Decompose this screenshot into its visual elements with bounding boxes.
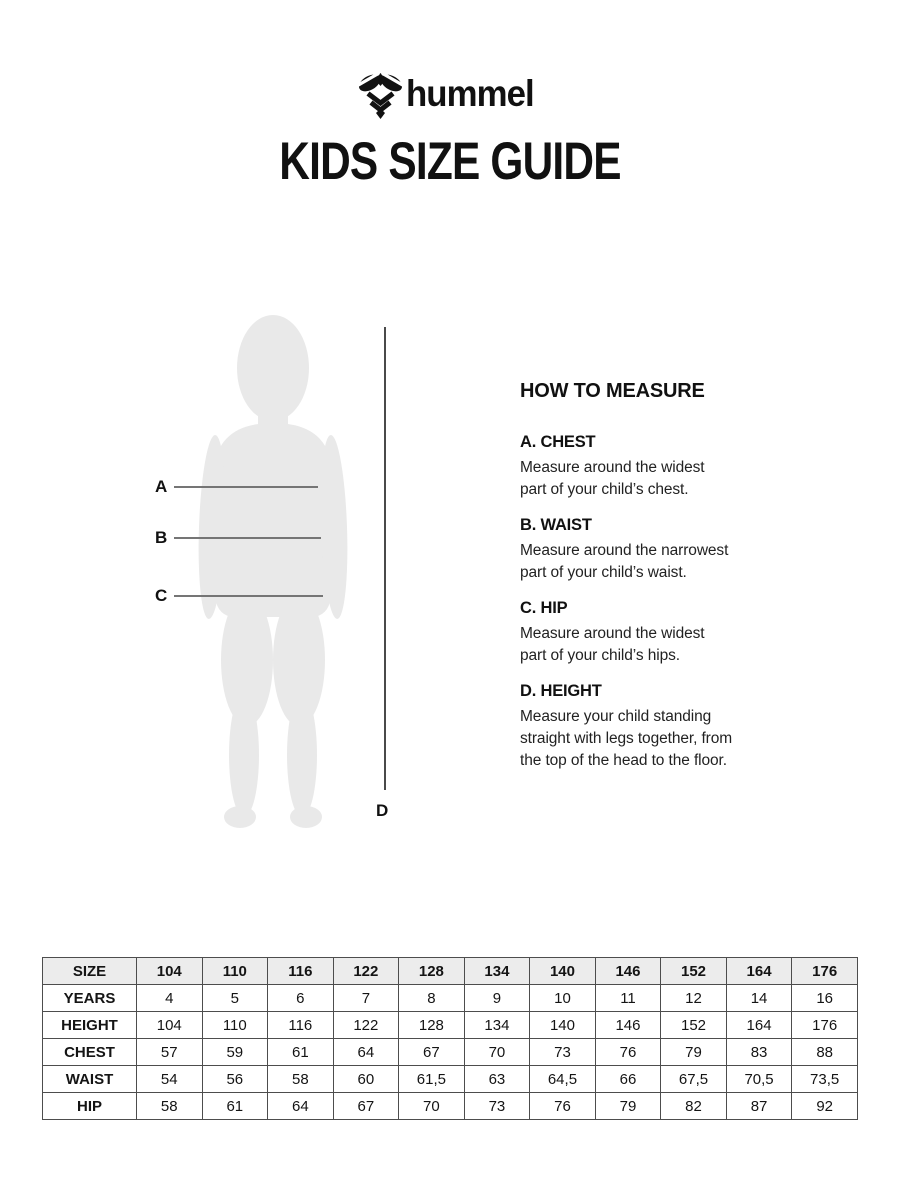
measure-section-title: C. HIP xyxy=(520,599,568,617)
size-table-row xyxy=(43,985,858,1012)
size-value-cell: 116 xyxy=(268,1012,334,1039)
size-value-cell: 58 xyxy=(268,1066,334,1093)
size-value-cell: 67,5 xyxy=(661,1066,727,1093)
measure-section-text: Measure around the widest xyxy=(520,459,705,476)
size-value-cell: 66 xyxy=(595,1066,661,1093)
size-value-cell: 64 xyxy=(333,1039,399,1066)
size-value-cell: 110 xyxy=(202,1012,268,1039)
hummel-bee-icon xyxy=(358,72,403,120)
size-value-cell: 7 xyxy=(333,985,399,1012)
size-value-cell: 60 xyxy=(333,1066,399,1093)
size-value-cell: 79 xyxy=(661,1039,727,1066)
size-column-header: 176 xyxy=(792,958,858,985)
size-value-cell: 9 xyxy=(464,985,530,1012)
size-value-cell: 83 xyxy=(726,1039,792,1066)
how-to-measure-heading: HOW TO MEASURE xyxy=(520,380,705,402)
size-value-cell: 104 xyxy=(137,1012,203,1039)
size-table-header-row xyxy=(43,958,858,985)
size-value-cell: 70 xyxy=(464,1039,530,1066)
size-value-cell: 67 xyxy=(399,1039,465,1066)
measure-section-title: A. CHEST xyxy=(520,433,596,451)
measure-section-waist xyxy=(520,516,770,584)
size-value-cell: 70 xyxy=(399,1093,465,1120)
measure-section-text: part of your child’s hips. xyxy=(520,647,680,664)
chest-line-label: A xyxy=(155,477,168,496)
size-column-header: 152 xyxy=(661,958,727,985)
size-value-cell: 73 xyxy=(464,1093,530,1120)
size-value-cell: 8 xyxy=(399,985,465,1012)
size-value-cell: 11 xyxy=(595,985,661,1012)
measure-section-hip xyxy=(520,599,770,667)
size-table xyxy=(42,957,858,1120)
size-value-cell: 70,5 xyxy=(726,1066,792,1093)
size-column-header: 146 xyxy=(595,958,661,985)
size-column-header: 110 xyxy=(202,958,268,985)
size-value-cell: 92 xyxy=(792,1093,858,1120)
size-table-container xyxy=(42,957,858,1120)
size-table-corner-header: SIZE xyxy=(43,958,137,985)
size-row-label: WAIST xyxy=(43,1066,137,1093)
size-value-cell: 79 xyxy=(595,1093,661,1120)
size-column-header: 104 xyxy=(137,958,203,985)
measure-section-text: the top of the head to the floor. xyxy=(520,752,727,769)
size-value-cell: 56 xyxy=(202,1066,268,1093)
size-value-cell: 176 xyxy=(792,1012,858,1039)
size-table-row xyxy=(43,1039,858,1066)
measure-section-text: part of your child’s chest. xyxy=(520,481,689,498)
size-table-row xyxy=(43,1093,858,1120)
size-table-row xyxy=(43,1012,858,1039)
size-value-cell: 61 xyxy=(268,1039,334,1066)
size-row-label: CHEST xyxy=(43,1039,137,1066)
measure-section-text: Measure around the narrowest xyxy=(520,542,729,559)
measure-section-text: Measure around the widest xyxy=(520,625,705,642)
measure-section-text: Measure your child standing xyxy=(520,708,712,725)
waist-line-label: B xyxy=(155,528,168,547)
brand-logo-text: hummel xyxy=(406,73,534,114)
size-value-cell: 73 xyxy=(530,1039,596,1066)
chest-measure-line xyxy=(174,486,318,488)
size-value-cell: 14 xyxy=(726,985,792,1012)
size-value-cell: 152 xyxy=(661,1012,727,1039)
size-value-cell: 64 xyxy=(268,1093,334,1120)
size-value-cell: 128 xyxy=(399,1012,465,1039)
height-measure-line xyxy=(384,327,386,790)
size-column-header: 140 xyxy=(530,958,596,985)
size-value-cell: 76 xyxy=(595,1039,661,1066)
child-silhouette-figure xyxy=(195,315,355,830)
size-row-label: HIP xyxy=(43,1093,137,1120)
waist-measure-line xyxy=(174,537,321,539)
size-row-label: HEIGHT xyxy=(43,1012,137,1039)
size-column-header: 116 xyxy=(268,958,334,985)
size-column-header: 122 xyxy=(333,958,399,985)
measure-section-title: B. WAIST xyxy=(520,516,592,534)
size-table-row xyxy=(43,1066,858,1093)
height-line-label: D xyxy=(376,801,389,820)
size-value-cell: 88 xyxy=(792,1039,858,1066)
size-value-cell: 164 xyxy=(726,1012,792,1039)
size-value-cell: 10 xyxy=(530,985,596,1012)
measure-section-text: part of your child’s waist. xyxy=(520,564,687,581)
size-value-cell: 6 xyxy=(268,985,334,1012)
measure-section-title: D. HEIGHT xyxy=(520,682,602,700)
brand-logo xyxy=(0,72,900,120)
hip-line-label: C xyxy=(155,586,168,605)
size-value-cell: 122 xyxy=(333,1012,399,1039)
size-value-cell: 61,5 xyxy=(399,1066,465,1093)
measure-section-chest xyxy=(520,433,770,501)
size-value-cell: 140 xyxy=(530,1012,596,1039)
measure-section-height xyxy=(520,682,770,772)
size-column-header: 128 xyxy=(399,958,465,985)
size-value-cell: 4 xyxy=(137,985,203,1012)
size-value-cell: 87 xyxy=(726,1093,792,1120)
size-value-cell: 59 xyxy=(202,1039,268,1066)
size-column-header: 164 xyxy=(726,958,792,985)
size-value-cell: 73,5 xyxy=(792,1066,858,1093)
how-to-measure-panel xyxy=(520,380,770,787)
size-value-cell: 54 xyxy=(137,1066,203,1093)
size-value-cell: 16 xyxy=(792,985,858,1012)
size-value-cell: 134 xyxy=(464,1012,530,1039)
page-title: KIDS SIZE GUIDE xyxy=(279,132,621,191)
size-value-cell: 63 xyxy=(464,1066,530,1093)
size-value-cell: 76 xyxy=(530,1093,596,1120)
size-value-cell: 12 xyxy=(661,985,727,1012)
size-row-label: YEARS xyxy=(43,985,137,1012)
size-value-cell: 57 xyxy=(137,1039,203,1066)
size-value-cell: 64,5 xyxy=(530,1066,596,1093)
size-column-header: 134 xyxy=(464,958,530,985)
size-value-cell: 67 xyxy=(333,1093,399,1120)
measure-section-text: straight with legs together, from xyxy=(520,730,733,747)
size-value-cell: 61 xyxy=(202,1093,268,1120)
size-value-cell: 58 xyxy=(137,1093,203,1120)
hip-measure-line xyxy=(174,595,323,597)
size-value-cell: 82 xyxy=(661,1093,727,1120)
size-value-cell: 5 xyxy=(202,985,268,1012)
size-value-cell: 146 xyxy=(595,1012,661,1039)
